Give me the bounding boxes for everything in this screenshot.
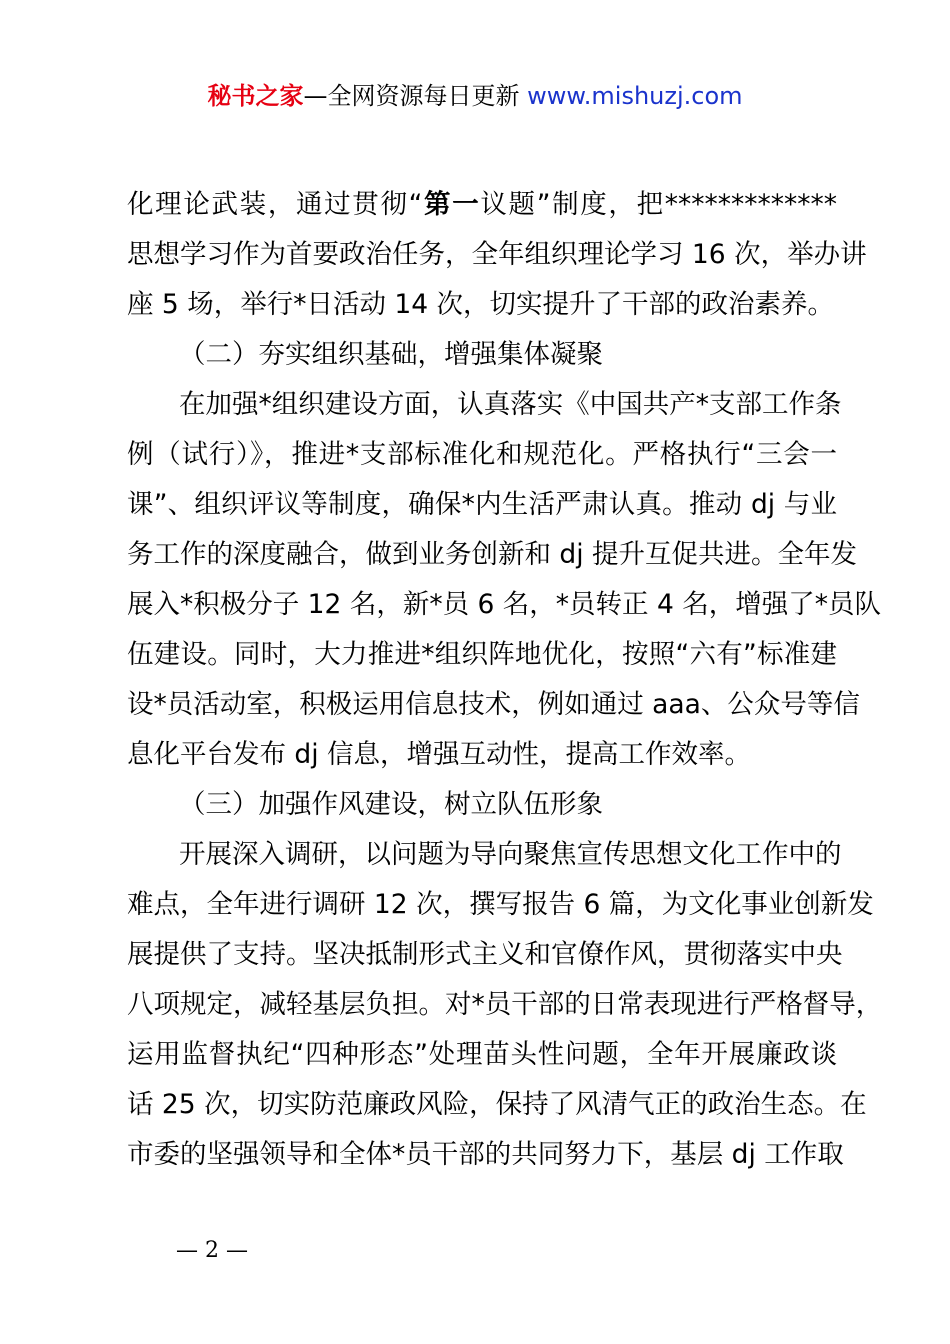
text-line: 息化平台发布 dj 信息，增强互动性，提高工作效率。 — [127, 739, 752, 770]
section-heading: （三）加强作风建设，树立队伍形象 — [179, 789, 603, 820]
text-line: 伍建设。同时，大力推进*组织阵地优化，按照“六有”标准建 — [127, 639, 837, 670]
text-line: 难点，全年进行调研 12 次，撰写报告 6 篇，为文化事业创新发 — [127, 889, 874, 920]
text-line: 化理论武装，通过贯彻“第一议题”制度，把************* — [127, 189, 838, 220]
text-line: 例（试行）》，推进*支部标准化和规范化。严格执行“三会一 — [127, 439, 837, 470]
text-line: 运用监督执纪“四种形态”处理苗头性问题，全年开展廉政谈 — [127, 1039, 837, 1070]
text-line: 在加强*组织建设方面，认真落实《中国共产*支部工作条 — [179, 389, 842, 420]
text-line: 课”、组织评议等制度，确保*内生活严肃认真。推动 dj 与业 — [127, 489, 837, 520]
page-header — [0, 80, 950, 112]
bold-text: 第一 — [422, 189, 481, 220]
page-number: — 2 — — [176, 1238, 248, 1263]
text-line: 座 5 场，举行*日活动 14 次，切实提升了干部的政治素养。 — [127, 289, 835, 320]
text-line: 市委的坚强领导和全体*员干部的共同努力下，基层 dj 工作取 — [127, 1139, 844, 1170]
text-line: 八项规定，减轻基层负担。对*员干部的日常表现进行严格督导， — [127, 989, 883, 1020]
document-body — [127, 180, 883, 1180]
text-line: 开展深入调研，以问题为导向聚焦宣传思想文化工作中的 — [179, 839, 842, 870]
text-line: 务工作的深度融合，做到业务创新和 dj 提升互促共进。全年发 — [127, 539, 858, 570]
text-line: 展入*积极分子 12 名，新*员 6 名，*员转正 4 名，增强了*员队 — [127, 589, 881, 620]
text-line: 话 25 次，切实防范廉政风险，保持了风清气正的政治生态。在 — [127, 1089, 867, 1120]
section-heading: （二）夯实组织基础，增强集体凝聚 — [179, 339, 603, 370]
text-line: 思想学习作为首要政治任务，全年组织理论学习 16 次，举办讲 — [127, 239, 867, 270]
header-tagline: —全网资源每日更新 — [303, 82, 520, 110]
header-brand: 秘书之家 — [207, 82, 304, 110]
text-line: 设*员活动室，积极运用信息技术，例如通过 aaa、公众号等信 — [127, 689, 860, 720]
text-line: 展提供了支持。坚决抵制形式主义和官僚作风，贯彻落实中央 — [127, 939, 843, 970]
header-site-url: www.mishuzj.com — [527, 82, 743, 110]
